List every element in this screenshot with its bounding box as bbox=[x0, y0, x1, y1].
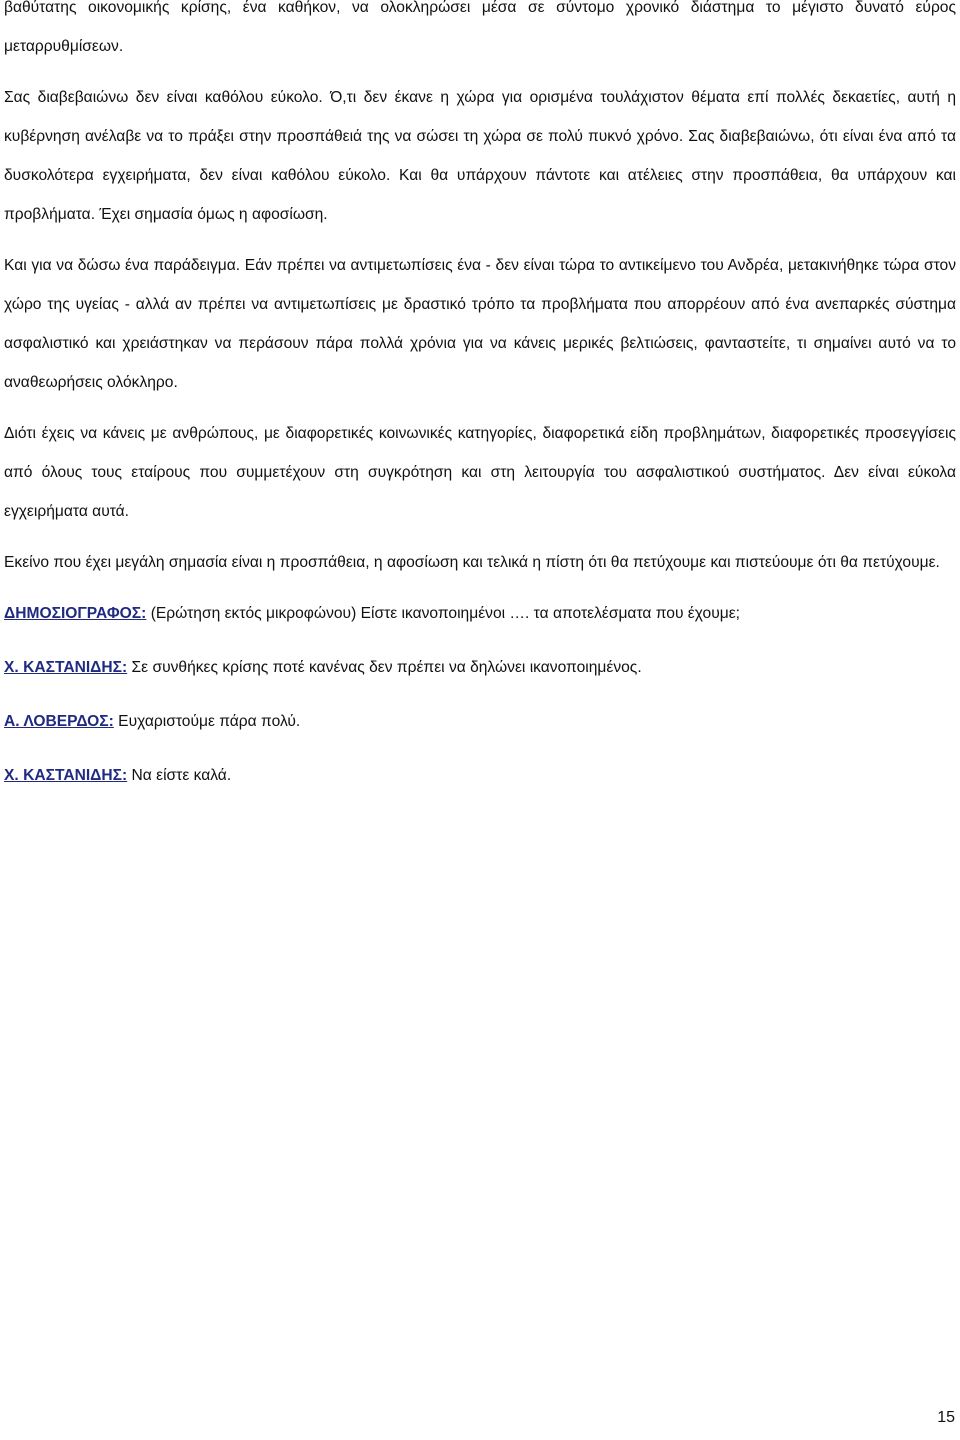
dialogue-line bbox=[4, 648, 956, 687]
paragraph: Και για να δώσω ένα παράδειγμα. Εάν πρέπει να αντιμετωπίσεις ένα - δεν είναι τώρα το αντικείμενο του Ανδρέα, μετακινήθηκε τώρα στον χώρο της υγείας - αλλά αν πρέπει να αντιμετωπίσεις με δραστικό τρόπο τα προβλήματα που απορρέουν από ένα ανεπαρκές σύστημα ασφαλιστικό και χρειάστηκαν να περάσουν πάρα πολλά χρόνια για να κάνεις μερικές βελτιώσεις, φανταστείτε, τι σημαίνει αυτό να το αναθεωρήσεις ολόκληρο. bbox=[4, 257, 956, 391]
speaker-name: Χ. ΚΑΣΤΑΝΙΔΗΣ: bbox=[4, 767, 128, 784]
paragraph: Σας διαβεβαιώνω δεν είναι καθόλου εύκολο. Ό,τι δεν έκανε η χώρα για ορισμένα τουλάχιστον θέματα επί πολλές δεκαετίες, αυτή η κυβέρνηση ανέλαβε να το πράξει στην προσπάθειά της να σώσει τη χώρα σε πολύ πυκνό χρόνο. Σας διαβεβαιώνω, ότι είναι ένα από τα δυσκολότερα εγχειρήματα, δεν είναι καθόλου εύκολο. Και θα υπάρχουν πάντοτε και ατέλειες στην προσπάθεια, θα υπάρχουν και προβλήματα. Έχει σημασία όμως η αφοσίωση. bbox=[4, 89, 956, 223]
paragraph: Εκείνο που έχει μεγάλη σημασία είναι η προσπάθεια, η αφοσίωση και τελικά η πίστη ότι θα πετύχουμε και πιστεύουμε ότι θα πετύχουμε. bbox=[4, 554, 940, 571]
dialogue-text: Να είστε καλά. bbox=[127, 767, 232, 784]
paragraph: βαθύτατης οικονομικής κρίσης, ένα καθήκον, να ολοκληρώσει μέσα σε σύντομο χρονικό διάστημα το μέγιστο δυνατό εύρος μεταρρυθμίσεων. bbox=[4, 0, 956, 55]
dialogue-line bbox=[4, 756, 956, 795]
speaker-name: ΔΗΜΟΣΙΟΓΡΑΦΟΣ: bbox=[4, 605, 147, 622]
page-number: 15 bbox=[937, 1409, 955, 1426]
dialogue-text: (Ερώτηση εκτός μικροφώνου) Είστε ικανοποιημένοι …. τα αποτελέσματα που έχουμε; bbox=[146, 605, 740, 622]
dialogue-line bbox=[4, 594, 956, 633]
dialogue-section bbox=[4, 594, 956, 795]
dialogue-line bbox=[4, 702, 956, 741]
paragraph: Διότι έχεις να κάνεις με ανθρώπους, με διαφορετικές κοινωνικές κατηγορίες, διαφορετικά είδη προβλημάτων, διαφορετικές προσεγγίσεις από όλους τους εταίρους που συμμετέχουν στη συγκρότηση και στη λειτουργία του ασφαλιστικού συστήματος. Δεν είναι εύκολα εγχειρήματα αυτά. bbox=[4, 425, 956, 520]
document-body bbox=[4, 0, 956, 810]
dialogue-text: Σε συνθήκες κρίσης ποτέ κανένας δεν πρέπει να δηλώνει ικανοποιημένος. bbox=[127, 659, 642, 676]
speaker-name: Α. ΛΟΒΕΡΔΟΣ: bbox=[4, 713, 114, 730]
dialogue-text: Ευχαριστούμε πάρα πολύ. bbox=[113, 713, 301, 730]
speaker-name: Χ. ΚΑΣΤΑΝΙΔΗΣ: bbox=[4, 659, 128, 676]
